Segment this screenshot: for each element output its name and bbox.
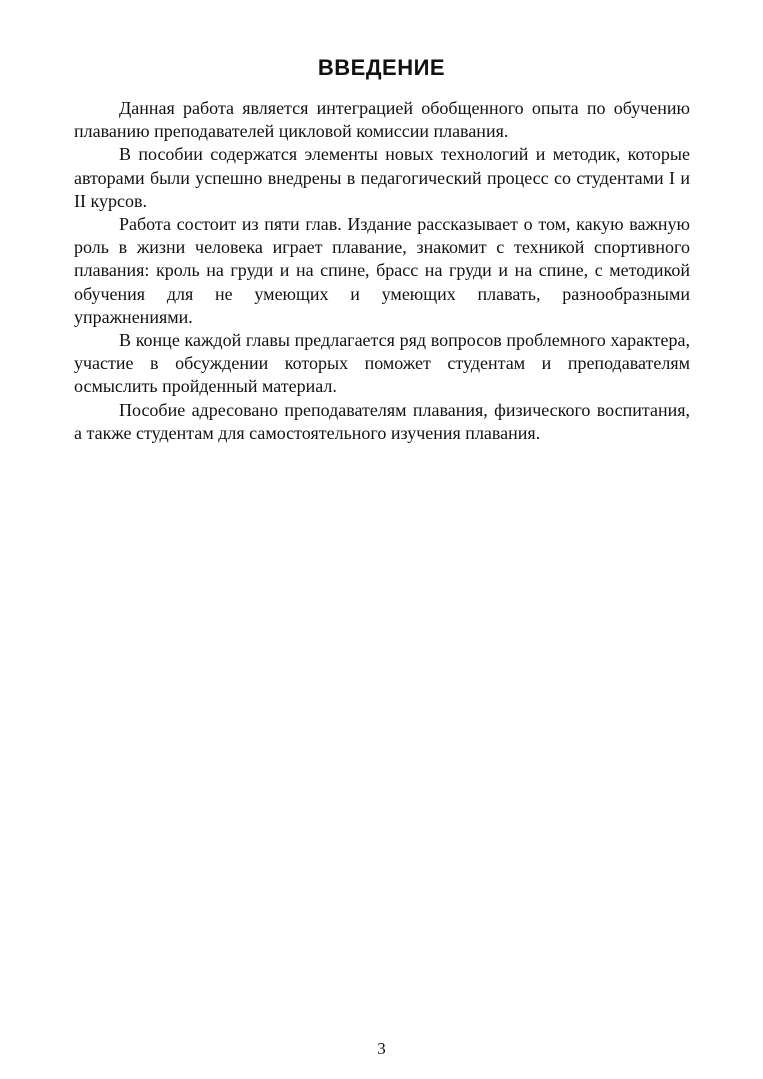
page-number: 3 xyxy=(377,1039,386,1058)
paragraph: Данная работа является интеграцией обобщенного опыта по обучению плаванию преподавателей цикловой комиссии плавания. xyxy=(74,98,690,142)
introduction-text xyxy=(74,97,690,445)
paragraph: В пособии содержатся элементы новых технологий и методик, которые авторами были успешно внедрены в педагогический процесс со студентами I и II курсов. xyxy=(74,144,690,211)
paragraph: Пособие адресовано преподавателям плавания, физического воспитания, а также студентам для самостоятельного изучения плавания. xyxy=(74,399,690,443)
paragraph: В конце каждой главы предлагается ряд вопросов проблемного характера, участие в обсуждении которых поможет студентам и преподавателям осмыслить пройденный материал. xyxy=(74,330,690,397)
paragraph: Работа состоит из пяти глав. Издание рассказывает о том, какую важную роль в жизни человека играет плавание, знакомит с техникой спортивного плавания: кроль на груди и на спине, брасс на груди и на спине, с методикой обучения для не умеющих и умеющих плавать, разнообразными упражнениями. xyxy=(74,214,690,327)
page-title: ВВЕДЕНИЕ xyxy=(317,55,446,80)
